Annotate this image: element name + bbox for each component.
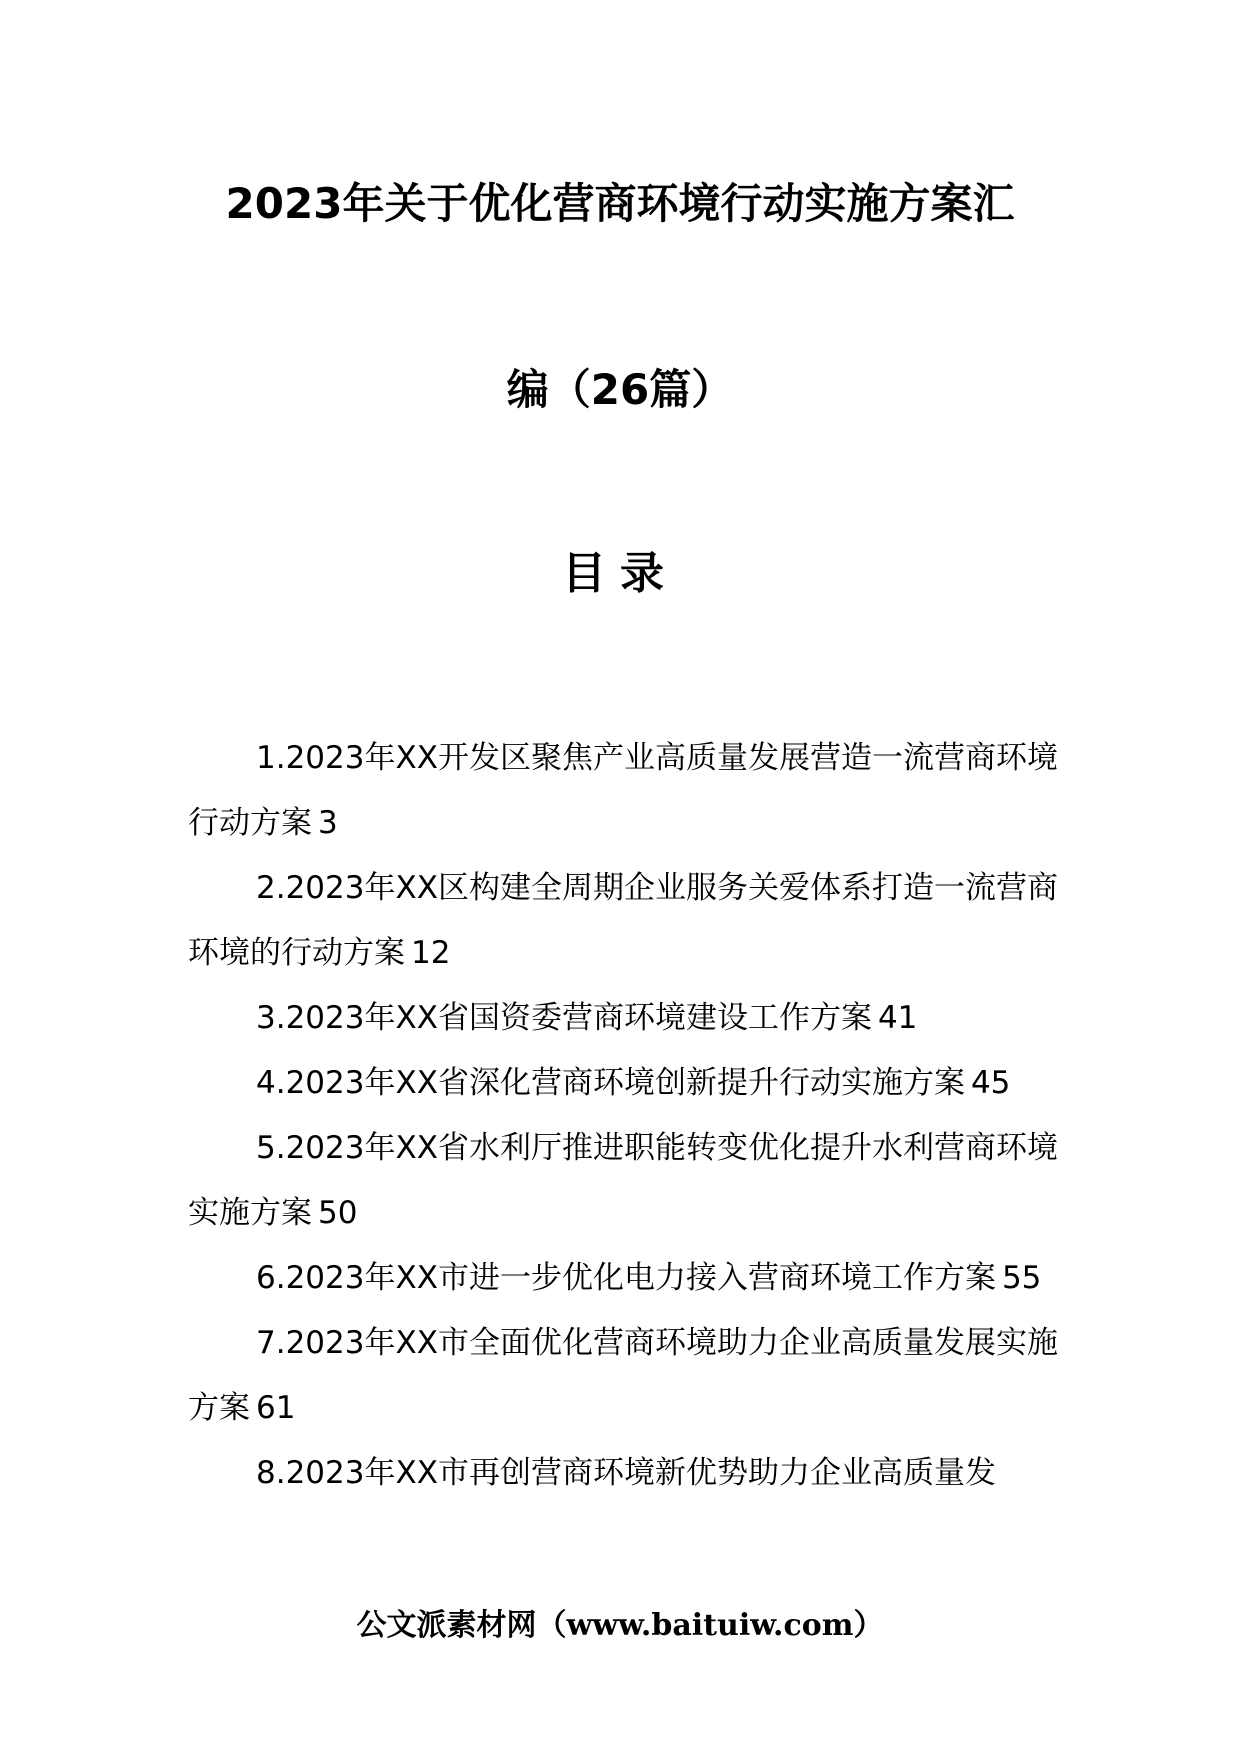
document-title-line-2: 编（26篇）	[506, 365, 734, 414]
toc-item[interactable]	[188, 1246, 1058, 1311]
toc-item-label: 5.2023年XX省水利厅推进职能转变优化提升水利营商环境实施方案	[188, 1130, 1058, 1231]
toc-item[interactable]	[188, 1311, 1058, 1441]
toc-item-page-number: 12	[411, 935, 451, 971]
toc-item-page-number: 55	[1001, 1260, 1042, 1296]
toc-item[interactable]	[188, 856, 1058, 986]
footer-watermark: 公文派素材网（www.baituiw.com）	[356, 1608, 884, 1643]
toc-item-label: 4.2023年XX省深化营商环境创新提升行动实施方案	[256, 1065, 965, 1101]
toc-heading: 目录	[562, 548, 678, 599]
toc-item[interactable]	[188, 986, 1058, 1051]
toc-item[interactable]	[188, 1051, 1058, 1116]
toc-item-label: 1.2023年XX开发区聚焦产业高质量发展营造一流营商环境行动方案	[188, 740, 1058, 841]
toc-item-page-number: 41	[877, 1000, 918, 1036]
toc-item-label: 6.2023年XX市进一步优化电力接入营商环境工作方案	[256, 1260, 996, 1296]
toc-item[interactable]	[188, 726, 1058, 856]
toc-item-label: 2.2023年XX区构建全周期企业服务关爱体系打造一流营商环境的行动方案	[188, 870, 1058, 971]
toc-item-page-number: 3	[318, 805, 338, 841]
document-title-line-1: 2023年关于优化营商环境行动实施方案汇	[225, 179, 1015, 228]
toc-item-label: 7.2023年XX市全面优化营商环境助力企业高质量发展实施方案	[188, 1325, 1058, 1426]
toc-item-page-number: 50	[318, 1195, 358, 1231]
table-of-contents	[188, 726, 1058, 1506]
toc-item-page-number: 61	[256, 1390, 296, 1426]
toc-item-page-number: 45	[970, 1065, 1011, 1101]
toc-item[interactable]	[188, 1116, 1058, 1246]
toc-item-label: 3.2023年XX省国资委营商环境建设工作方案	[256, 1000, 872, 1036]
toc-item[interactable]	[188, 1441, 1058, 1506]
toc-item-label: 8.2023年XX市再创营商环境新优势助力企业高质量发	[256, 1455, 996, 1491]
